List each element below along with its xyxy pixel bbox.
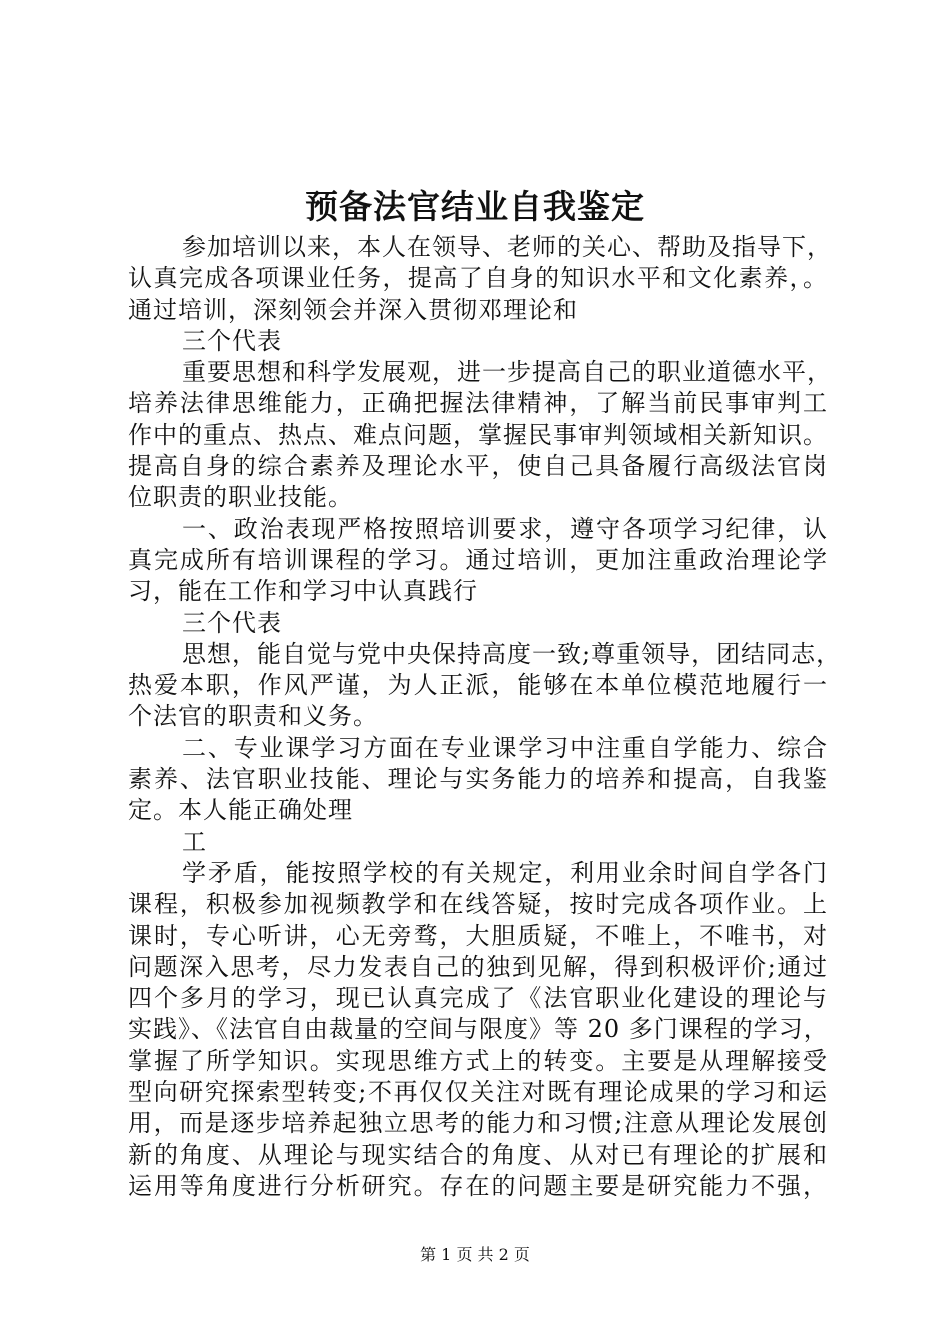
body-line: 新的角度、从理论与现实结合的角度、从对已有理论的扩展和 xyxy=(128,1140,828,1169)
body-line: 定。本人能正确处理 xyxy=(128,796,353,825)
body-line: 实践》、《法官自由裁量的空间与限度》等 20 多门课程的学习， xyxy=(128,1015,829,1044)
body-line: 三个代表 xyxy=(182,326,282,355)
body-line: 个法官的职责和义务。 xyxy=(128,702,378,731)
body-line: 作中的重点、热点、难点问题，掌握民事审判领域相关新知识。 xyxy=(128,420,828,449)
body-line: 掌握了所学知识。实现思维方式上的转变。主要是从理解接受 xyxy=(128,1046,828,1075)
body-line: 工 xyxy=(182,827,207,856)
body-line: 课时，专心听讲，心无旁骛，大胆质疑，不唯上，不唯书，对 xyxy=(128,921,828,950)
body-line: 思想，能自觉与党中央保持高度一致;尊重领导，团结同志， xyxy=(182,639,842,668)
body-line: 参加培训以来，本人在领导、老师的关心、帮助及指导下， xyxy=(182,233,832,261)
body-line: 学矛盾，能按照学校的有关规定，利用业余时间自学各门 xyxy=(182,858,828,887)
page-footer: 第 1 页 共 2 页 xyxy=(420,1245,530,1264)
body-line: 三个代表 xyxy=(182,608,282,637)
body-line: 素养、法官职业技能、理论与实务能力的培养和提高，自我鉴 xyxy=(128,765,828,794)
body-line: 习，能在工作和学习中认真践行 xyxy=(128,577,478,606)
body-line: 二、专业课学习方面在专业课学习中注重自学能力、综合 xyxy=(182,733,828,762)
body-line: 运用等角度进行分析研究。存在的问题主要是研究能力不强， xyxy=(128,1171,828,1200)
body-line: 一、政治表现严格按照培训要求，遵守各项学习纪律，认 xyxy=(182,514,828,543)
body-line: 课程，积极参加视频教学和在线答疑，按时完成各项作业。上 xyxy=(128,890,828,919)
body-line: 位职责的职业技能。 xyxy=(128,483,353,512)
body-line: 型向研究探索型转变;不再仅仅关注对既有理论成果的学习和运 xyxy=(128,1078,828,1107)
document-body xyxy=(128,232,842,1202)
body-line: 提高自身的综合素养及理论水平，使自己具备履行高级法官岗 xyxy=(128,452,828,481)
body-line: 重要思想和科学发展观，进一步提高自己的职业道德水平， xyxy=(182,358,832,387)
body-line: 问题深入思考，尽力发表自己的独到见解，得到积极评价;通过 xyxy=(128,952,828,981)
body-line: 热爱本职，作风严谨，为人正派，能够在本单位模范地履行一 xyxy=(128,671,828,700)
body-line: 用，而是逐步培养起独立思考的能力和习惯;注意从理论发展创 xyxy=(128,1109,828,1138)
body-line: 认真完成各项课业任务，提高了自身的知识水平和文化素养，。 xyxy=(128,264,828,293)
body-line: 通过培训，深刻领会并深入贯彻邓理论和 xyxy=(128,295,578,324)
body-line: 四个多月的学习，现已认真完成了《法官职业化建设的理论与 xyxy=(128,984,828,1013)
body-line: 培养法律思维能力，正确把握法律精神，了解当前民事审判工 xyxy=(128,389,828,418)
body-line: 真完成所有培训课程的学习。通过培训，更加注重政治理论学 xyxy=(128,545,828,574)
document-title: 预备法官结业自我鉴定 xyxy=(305,187,645,226)
